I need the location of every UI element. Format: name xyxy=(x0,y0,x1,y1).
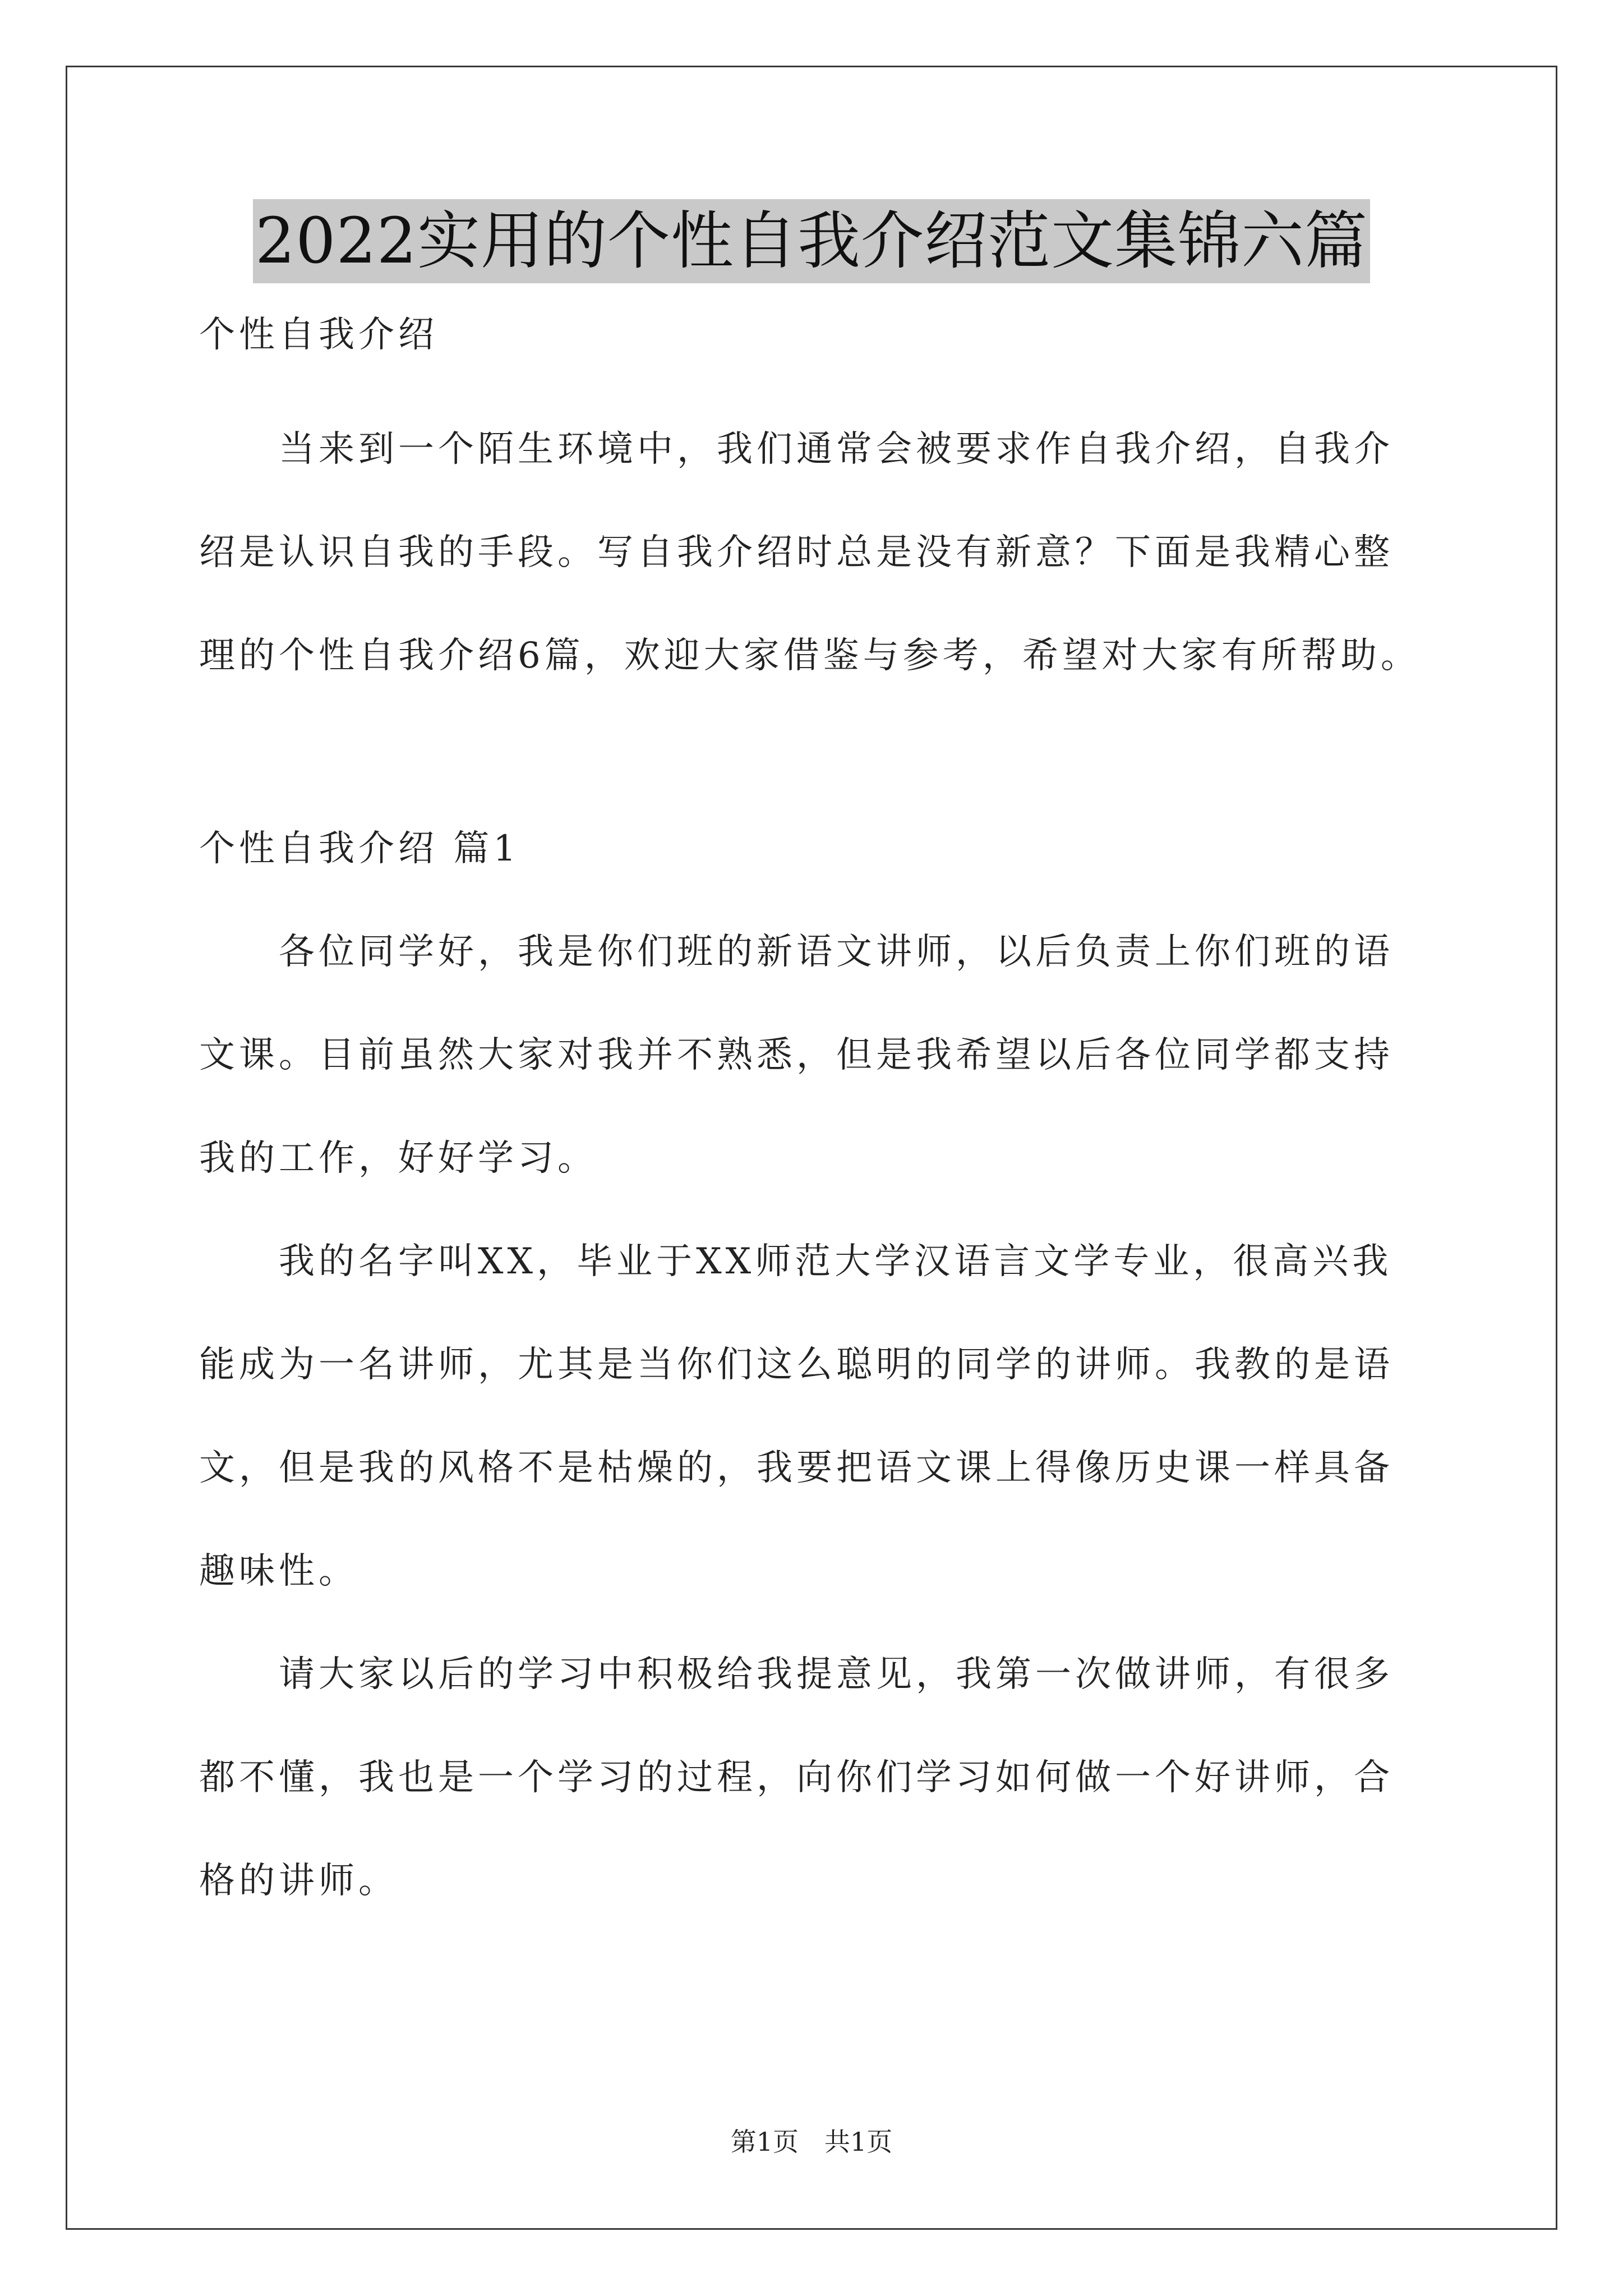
page-title: 2022实用的个性自我介绍范文集锦六篇 xyxy=(253,199,1370,283)
paragraph-line: 文，但是我的风格不是枯燥的，我要把语文课上得像历史课一样具备 xyxy=(199,1447,1394,1489)
paragraph-line: 各位同学好，我是你们班的新语文讲师，以后负责上你们班的语 xyxy=(279,931,1394,973)
intro-paragraph xyxy=(199,429,1433,677)
paragraph-line: 格的讲师。 xyxy=(199,1860,398,1902)
paragraph-line: 都不懂，我也是一个学习的过程，向你们学习如何做一个好讲师，合 xyxy=(199,1757,1394,1798)
intro-line: 绍是认识自我的手段。写自我介绍时总是没有新意？下面是我精心整 xyxy=(199,532,1394,573)
document-body xyxy=(199,314,1433,1902)
intro-line: 理的个性自我介绍6篇，欢迎大家借鉴与参考，希望对大家有所帮助。 xyxy=(199,635,1421,677)
section-heading: 个性自我介绍 篇1 xyxy=(199,828,520,869)
paragraph-line: 能成为一名讲师，尤其是当你们这么聪明的同学的讲师。我教的是语 xyxy=(199,1344,1394,1386)
page-footer: 第1页 共1页 xyxy=(730,2127,893,2157)
paragraph-line: 我的名字叫XX，毕业于XX师范大学汉语言文学专业，很高兴我 xyxy=(279,1241,1393,1282)
paragraph-line: 我的工作，好好学习。 xyxy=(199,1138,597,1179)
body-paragraph xyxy=(199,1241,1433,1592)
body-paragraph xyxy=(199,1654,1433,1902)
body-paragraph xyxy=(199,931,1433,1179)
paragraph-line: 文课。目前虽然大家对我并不熟悉，但是我希望以后各位同学都支持 xyxy=(199,1034,1394,1076)
intro-line: 当来到一个陌生环境中，我们通常会被要求作自我介绍，自我介 xyxy=(279,429,1394,470)
intro-heading: 个性自我介绍 xyxy=(199,314,438,356)
paragraph-line: 请大家以后的学习中积极给我提意见，我第一次做讲师，有很多 xyxy=(279,1654,1394,1695)
title-block xyxy=(0,199,1623,283)
paragraph-line: 趣味性。 xyxy=(199,1550,358,1592)
